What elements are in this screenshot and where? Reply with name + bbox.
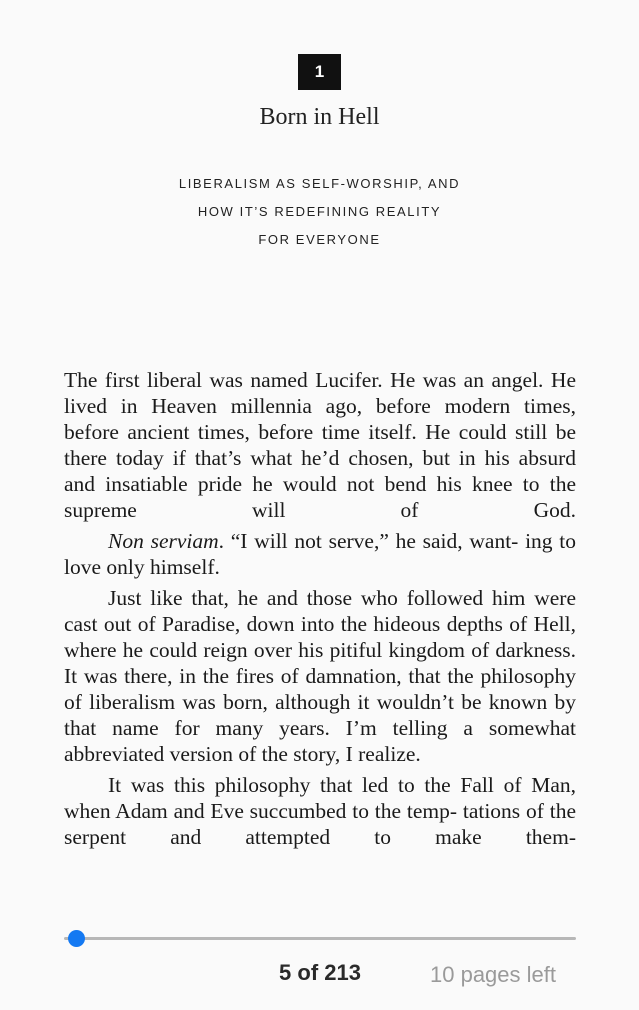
text-line: modern times, before ancient times, before time	[64, 394, 576, 444]
text-line: ing to love only himself.	[64, 529, 576, 579]
text-line: for many years. I’m telling a somewhat abbreviated	[64, 716, 576, 766]
text-line: damnation, that the philosophy of liberalism was	[64, 664, 577, 714]
subtitle-line: LIBERALISM AS SELF-WORSHIP, AND	[178, 176, 461, 191]
paragraph	[64, 585, 576, 767]
text-line: Man, when Adam and Eve succumbed to the temp-	[64, 773, 576, 823]
text-line: itself. He could still be there today if that’s what he’d	[64, 420, 576, 470]
text-line: born, although it wouldn’t be known by that name	[64, 690, 577, 740]
subtitle-line: HOW IT’S REDEFINING REALITY	[197, 204, 442, 219]
text-line: It was this philosophy that led to the Fall of	[108, 773, 522, 797]
pages-left-in-chapter: 10 pages left	[430, 962, 556, 987]
page-indicator: 5 of 213	[279, 960, 361, 985]
chapter-number-badge: 1	[298, 54, 341, 90]
paragraph	[64, 367, 576, 523]
text-line: Just like that, he and those who followed him	[108, 586, 526, 610]
book-page-text	[64, 367, 576, 855]
text-line: kingdom of darkness. It was there, in the fires of	[64, 638, 576, 688]
chapter-subtitle	[0, 170, 639, 254]
text-line: depths of Hell, where he could reign over his pitiful	[64, 612, 576, 662]
paragraph: Non serviam. “I will not serve,” he said, want- ing to love only himself.	[64, 529, 576, 579]
text-line: angel. He lived in Heaven millennia ago, before	[64, 368, 577, 418]
text-line: were cast out of Paradise, down into the hideous	[64, 586, 576, 636]
chapter-title: Born in Hell	[259, 104, 380, 130]
text-line: tations of the serpent and attempted to make them-	[64, 799, 576, 849]
text-line: version of the story, I realize.	[169, 742, 421, 766]
text-line: The first liberal was named Lucifer. He was an	[64, 368, 484, 392]
italic-phrase: Non serviam	[108, 529, 219, 553]
paragraph	[64, 772, 576, 850]
reading-progress-track[interactable]	[64, 937, 576, 940]
subtitle-line: FOR EVERYONE	[258, 232, 381, 247]
text-line: chosen, but in his absurd and insatiable pride he	[64, 446, 577, 496]
text-line: would not bend his knee to the supreme will of God.	[64, 472, 577, 522]
reading-progress-knob[interactable]	[68, 930, 85, 947]
text-line: “I will not serve,” he said, want-	[230, 529, 519, 553]
